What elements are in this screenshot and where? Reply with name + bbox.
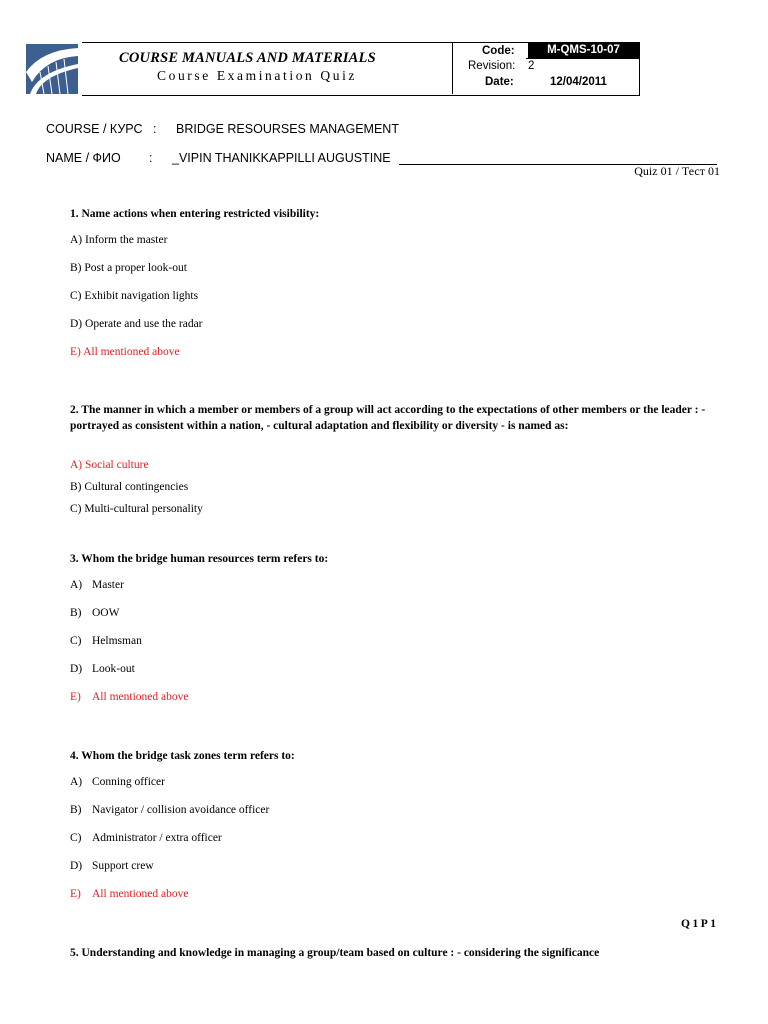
revision-value: 2 [528,60,535,72]
option-letter: C) [70,635,82,647]
option-text: All mentioned above [92,888,189,900]
course-value: BRIDGE RESOURSES MANAGEMENT [176,122,399,136]
q2-option-c: C) Multi-cultural personality [70,503,203,515]
quiz-id: Quiz 01 / Тест 01 [634,164,720,178]
q3-option-a [70,579,124,591]
option-text: Administrator / extra officer [92,832,222,844]
q4-option-c [70,832,222,844]
option-text: Master [92,579,124,591]
q2-option-b: B) Cultural contingencies [70,481,189,493]
name-label: NAME / ФИО [46,151,121,165]
q4-option-d [70,860,154,872]
date-label: Date: [485,76,514,88]
q1-option-a: A) Inform the master [70,234,168,246]
course-label: COURSE / КУРС [46,122,143,136]
option-text: Navigator / collision avoidance officer [92,804,270,816]
bridge-logo-icon [22,42,82,96]
q3-option-c [70,635,142,647]
option-text: Conning officer [92,776,165,788]
q3-option-b [70,607,119,619]
q1-option-c: C) Exhibit navigation lights [70,290,199,302]
q4-option-b [70,804,269,816]
option-text: All mentioned above [92,691,189,703]
option-text: Support crew [92,860,154,872]
q1-option-d: D) Operate and use the radar [70,318,203,330]
date-value: 12/04/2011 [550,76,607,88]
q2-option-a-correct: A) Social culture [70,459,149,471]
question-2: 2. The manner in which a member or members of a group will act according to the expectations of other members or the leader : - portrayed as consistent within a nation, - cultural adaptation and flexibility or diversity - is named as: [70,404,706,432]
question-3: 3. Whom the bridge human resources term refers to: [70,553,329,565]
course-colon: : [153,122,157,136]
q3-option-d [70,663,135,675]
option-text: OOW [92,607,120,619]
option-letter: B) [70,804,82,816]
code-label: Code: [482,45,515,57]
name-colon: : [149,151,153,165]
option-letter: A) [70,579,83,591]
option-letter: E) [70,691,81,703]
option-letter: B) [70,607,82,619]
q4-option-a [70,776,165,788]
question-4: 4. Whom the bridge task zones term refers to: [70,750,295,762]
option-letter: C) [70,832,82,844]
q1-option-e-correct: E) All mentioned above [70,346,180,358]
option-letter: A) [70,776,83,788]
option-text: Look-out [92,663,135,675]
document-title: COURSE MANUALS AND MATERIALS [119,50,376,66]
q1-option-b: B) Post a proper look-out [70,262,187,274]
code-underline [526,58,639,59]
code-value: M-QMS-10-07 [528,43,639,58]
question-5: 5. Understanding and knowledge in managing a group/team based on culture : - considering the significance [70,947,600,959]
name-value: _VIPIN THANIKKAPPILLI AUGUSTINE [172,151,391,165]
q3-option-e-correct [70,691,188,703]
option-letter: D) [70,663,83,675]
option-letter: D) [70,860,83,872]
option-text: Helmsman [92,635,142,647]
page-code: Q1P1 [681,918,719,930]
document-subtitle: Course Examination Quiz [157,68,358,83]
header-divider [452,43,453,94]
q4-option-e-correct [70,888,188,900]
revision-label: Revision: [468,60,516,72]
question-1: 1. Name actions when entering restricted visibility: [70,208,320,220]
option-letter: E) [70,888,81,900]
